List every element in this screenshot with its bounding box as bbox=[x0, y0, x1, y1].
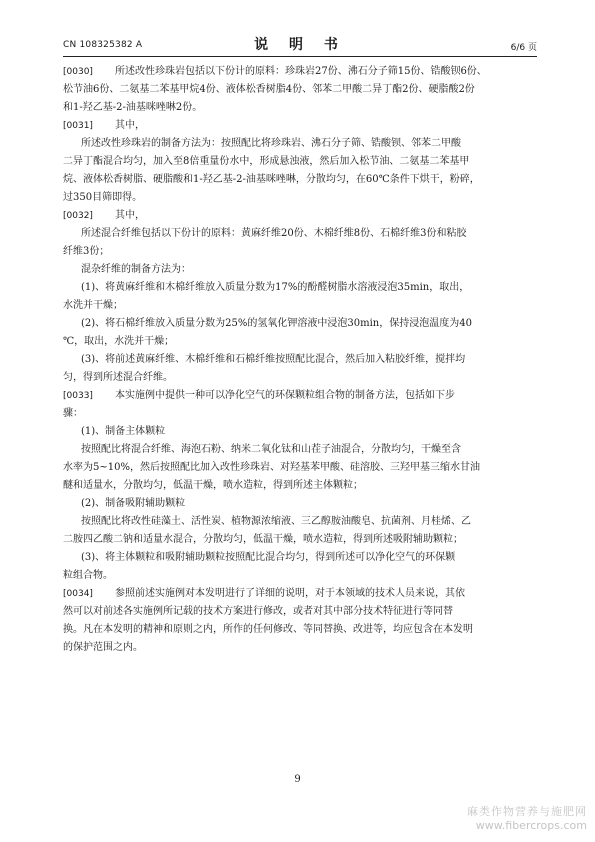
paragraph-text: 骤： bbox=[63, 408, 83, 419]
paragraph-text: (1)、将黄麻纤维和木棉纤维放入质量分数为17%的酚醛树脂水溶液浸泡35min，取出， bbox=[81, 282, 470, 293]
paragraph-text: 二异丁酯混合均匀，加入至8倍重量份水中，形成悬浊液，然后加入松节油、二氨基二苯基甲 bbox=[63, 156, 470, 167]
paragraph-text: 然可以对前述各实施例所记载的技术方案进行修改，或者对其中部分技术特征进行等同替 bbox=[63, 606, 453, 617]
description-body bbox=[63, 63, 537, 657]
site-watermark bbox=[467, 803, 587, 832]
paragraph-text: 本实施例中提供一种可以净化空气的环保颗粒组合物的制备方法，包括如下步 bbox=[115, 390, 455, 401]
paragraph-text: 所述混合纤维包括以下份计的原料：黄麻纤维20份、木棉纤维8份、石棉纤维3份和粘胶 bbox=[81, 228, 467, 239]
paragraph-line bbox=[63, 567, 537, 585]
page-number: 9 bbox=[294, 774, 301, 785]
paragraph-text: 二胺四乙酸二钠和适量水混合，分散均匀，低温干燥，喷水造粒，得到所述吸附辅助颗粒； bbox=[63, 534, 463, 545]
paragraph-text: 和1-羟乙基-2-油基咪唑啉2份。 bbox=[63, 102, 203, 113]
paragraph-text: 纤维3份； bbox=[63, 246, 110, 257]
paragraph-text: (3)、将主体颗粒和吸附辅助颗粒按照配比混合均匀，得到所述可以净化空气的环保颗 bbox=[81, 552, 456, 563]
paragraph-text: (1)、制备主体颗粒 bbox=[81, 426, 166, 437]
paragraph-text: 参照前述实施例对本发明进行了详细的说明，对于本领域的技术人员来说，其依 bbox=[115, 588, 465, 599]
paragraph-text: 按照配比将改性硅藻土、活性炭、植物源浓缩液、三乙醇胺油酸皂、抗菌剂、月桂烯、乙 bbox=[81, 516, 471, 527]
paragraph-line bbox=[63, 207, 537, 225]
paragraph-text: 所述改性珍珠岩的制备方法为：按照配比将珍珠岩、沸石分子筛、锆酸钡、邻苯二甲酸 bbox=[81, 138, 461, 149]
paragraph-line bbox=[63, 639, 537, 657]
paragraph-text: (2)、将石棉纤维放入质量分数为25%的氢氧化钾溶液中浸泡30min，保持浸泡温度为40 bbox=[81, 318, 472, 329]
paragraph-line bbox=[63, 387, 537, 405]
paragraph-text: 过350目筛即得。 bbox=[63, 192, 143, 203]
paragraph-text: (2)、制备吸附辅助颗粒 bbox=[81, 498, 186, 509]
paragraph-text: 其中， bbox=[115, 210, 145, 221]
patent-number: CN 108325382 A bbox=[63, 40, 143, 50]
paragraph-line bbox=[63, 549, 537, 567]
paragraph-text: 的保护范围之内。 bbox=[63, 642, 143, 653]
paragraph-line bbox=[63, 621, 537, 639]
paragraph-number: [0031] bbox=[63, 121, 93, 131]
paragraph-line bbox=[63, 315, 537, 333]
paragraph-text: 醚和适量水，分散均匀，低温干燥，喷水造粒，得到所述主体颗粒； bbox=[63, 480, 363, 491]
paragraph-line bbox=[63, 405, 537, 423]
paragraph-text: 水洗并干燥； bbox=[63, 300, 123, 311]
paragraph-line bbox=[63, 225, 537, 243]
page-of-total: 6/6 页 bbox=[510, 43, 537, 53]
paragraph-text: 松节油6份、二氨基二苯基甲烷4份、液体松香树脂4份、邻苯二甲酸二异丁酯2份、硬脂酸2份 bbox=[63, 84, 475, 95]
paragraph-line bbox=[63, 189, 537, 207]
paragraph-line bbox=[63, 333, 537, 351]
paragraph-number: [0032] bbox=[63, 211, 93, 221]
paragraph-number: [0034] bbox=[63, 589, 93, 599]
paragraph-line bbox=[63, 513, 537, 531]
paragraph-line bbox=[63, 369, 537, 387]
paragraph-text: 烷、液体松香树脂、硬脂酸和1-羟乙基-2-油基咪唑啉，分散均匀，在60℃条件下烘干，粉碎， bbox=[63, 174, 480, 185]
watermark-site-name: 麻类作物营养与施肥网 bbox=[467, 805, 587, 818]
watermark-url: www.fibercrops.com bbox=[475, 819, 587, 832]
paragraph-line bbox=[63, 99, 537, 117]
paragraph-line bbox=[63, 117, 537, 135]
paragraph-line bbox=[63, 351, 537, 369]
paragraph-text: 水率为5~10%，然后按照配比加入改性珍珠岩、对羟基苯甲酸、硅溶胶、三羟甲基三缩水甘油 bbox=[63, 462, 480, 473]
paragraph-line bbox=[63, 531, 537, 549]
paragraph-text: 其中， bbox=[115, 120, 145, 131]
paragraph-line bbox=[63, 153, 537, 171]
paragraph-number: [0030] bbox=[63, 67, 93, 77]
paragraph-line bbox=[63, 603, 537, 621]
paragraph-text: 所述改性珍珠岩包括以下份计的原料：珍珠岩27份、沸石分子筛15份、锆酸钡6份、 bbox=[115, 66, 487, 77]
document-title: 说 明 书 bbox=[254, 37, 346, 53]
paragraph-text: 匀，得到所述混合纤维。 bbox=[63, 372, 173, 383]
paragraph-line bbox=[63, 297, 537, 315]
paragraph-line bbox=[63, 441, 537, 459]
paragraph-text: 换。凡在本发明的精神和原则之内，所作的任何修改、等同替换、改进等，均应包含在本发明 bbox=[63, 624, 473, 635]
paragraph-line bbox=[63, 171, 537, 189]
paragraph-line bbox=[63, 81, 537, 99]
paragraph-line bbox=[63, 279, 537, 297]
paragraph-line bbox=[63, 459, 537, 477]
paragraph-number: [0033] bbox=[63, 391, 93, 401]
paragraph-text: 混杂纤维的制备方法为： bbox=[81, 264, 191, 275]
paragraph-line bbox=[63, 477, 537, 495]
paragraph-text: 粒组合物。 bbox=[63, 570, 113, 581]
paragraph-line bbox=[63, 495, 537, 513]
paragraph-line bbox=[63, 243, 537, 261]
paragraph-text: ℃，取出，水洗并干燥； bbox=[63, 336, 175, 347]
paragraph-line bbox=[63, 261, 537, 279]
paragraph-line bbox=[63, 585, 537, 603]
paragraph-text: 按照配比将混合纤维、海泡石粉、纳米二氧化钛和山茬子油混合，分散均匀，干燥至含 bbox=[81, 444, 461, 455]
paragraph-line bbox=[63, 135, 537, 153]
paragraph-line bbox=[63, 63, 537, 81]
page-header bbox=[63, 30, 537, 57]
paragraph-text: (3)、将前述黄麻纤维、木棉纤维和石棉纤维按照配比混合，然后加入粘胶纤维，搅拌均 bbox=[81, 354, 466, 365]
paragraph-line bbox=[63, 423, 537, 441]
